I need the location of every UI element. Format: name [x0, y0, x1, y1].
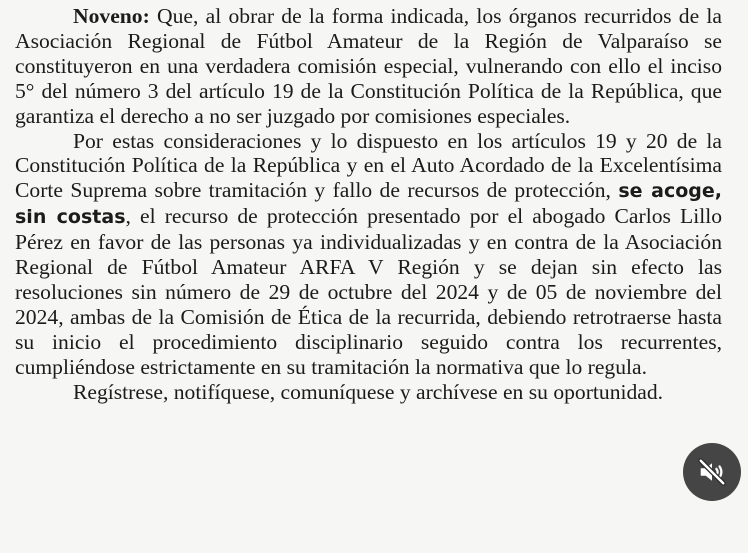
- ruling-emphasis: se acoge, sin costas: [15, 180, 723, 229]
- muted-speaker-icon: [697, 457, 727, 487]
- paragraph-noveno: [15, 4, 722, 129]
- paragraph-resolution-text-after: , el recurso de protección presentado por el abogado Carlos Lillo Pérez en favor de las personas ya individualizadas y en contra de la Asociación Regional de Fútbol Amateur ARFA V Región y se dejan sin efecto las resoluciones sin número de 29 de octubre del 2024 y de 05 de noviembre del 2024, ambas de la Comisión de Ética de la recurrida, debiendo retrotraerse hasta su inicio el procedimiento disciplinario seguido contra los recurrentes, cumpliéndose estrictamente en su tramitación la normativa que lo regula.: [15, 204, 722, 379]
- paragraph-resolution-text-before: Por estas consideraciones y lo dispuesto en los artículos 19 y 20 de la Constitución Política de la República y en el Auto Acordado de la Excelentísima Corte Suprema sobre tramitación y fallo de recursos de protección,: [15, 128, 722, 203]
- paragraph-noveno-heading: Noveno:: [73, 4, 150, 28]
- mute-button[interactable]: [683, 443, 741, 501]
- paragraph-closing: [15, 380, 722, 405]
- paragraph-noveno-text: Que, al obrar de la forma indicada, los órganos recurridos de la Asociación Regional de Fútbol Amateur de la Región de Valparaíso se constituyeron en una verdadera comisión especial, vulnerando con ello el inciso 5° del número 3 del artículo 19 de la Constitución Política de la República, que garantiza el derecho a no ser juzgado por comisiones especiales.: [15, 4, 722, 128]
- paragraph-resolution: [15, 129, 722, 380]
- paragraph-closing-text: Regístrese, notifíquese, comuníquese y archívese en su oportunidad.: [73, 379, 664, 404]
